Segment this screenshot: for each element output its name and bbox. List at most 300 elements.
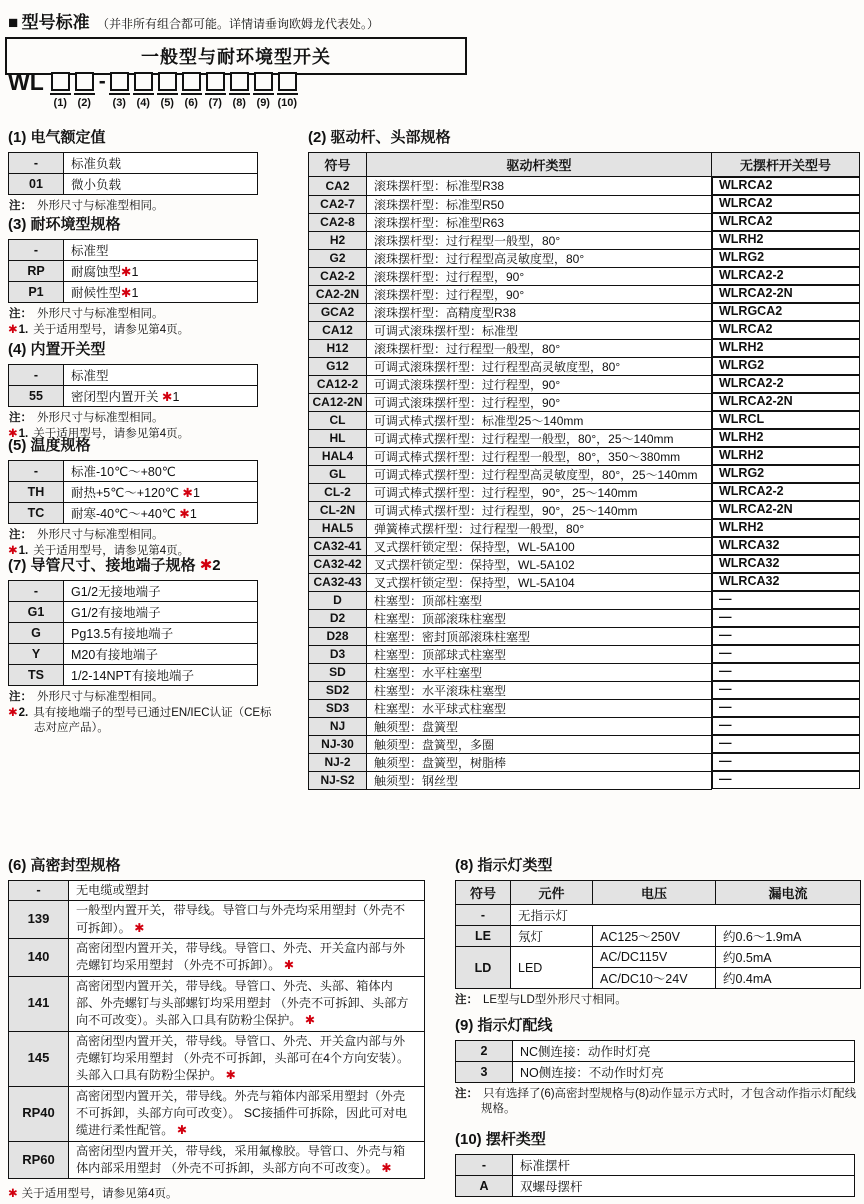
table-row — [9, 1086, 425, 1141]
symbol-cell: CA32-41 — [309, 537, 367, 555]
section-actuator-spec — [308, 126, 864, 790]
actuator-type-cell: 滚珠摆杆型：标准型R38 — [367, 177, 712, 196]
value-cell: 无电缆或塑封 — [69, 881, 425, 901]
high-sealing-table — [8, 880, 425, 1179]
model-number-legend — [8, 69, 301, 109]
actuator-type-cell: 可调式滚珠摆杆型：过行程型，90° — [367, 375, 712, 393]
value-cell: Pg13.5有接地端子 — [64, 623, 258, 644]
indicator-wiring-table — [455, 1040, 855, 1083]
table-row — [309, 375, 860, 393]
section-indicator-wiring — [455, 1014, 863, 1117]
switch-model-cell: — — [712, 627, 860, 645]
digit-label: (6) — [184, 97, 198, 109]
symbol-cell: RP60 — [9, 1141, 69, 1179]
symbol-cell: 2 — [456, 1041, 513, 1062]
model-digit — [50, 72, 71, 109]
value-cell: 标准-10℃～+80℃ — [64, 461, 258, 482]
actuator-type-cell: 滚珠摆杆型：标准型R50 — [367, 195, 712, 213]
switch-model-cell: — — [712, 717, 860, 735]
symbol-cell: CA12-2 — [309, 375, 367, 393]
switch-model-cell: — — [712, 771, 860, 789]
table-row — [309, 303, 860, 321]
table-row — [9, 938, 425, 976]
model-digit — [157, 72, 178, 109]
table-row — [456, 1155, 855, 1176]
table-row — [9, 1031, 425, 1086]
switch-model-cell: WLRCA32 — [712, 573, 860, 591]
digit-box-icon — [230, 72, 249, 91]
symbol-cell: - — [456, 1155, 513, 1176]
table-row — [309, 609, 860, 627]
symbol-cell: - — [9, 881, 69, 901]
digit-underline — [181, 93, 202, 95]
section-title: (1) 电气额定值 — [8, 129, 106, 146]
switch-model-cell: WLRCA2 — [712, 177, 860, 195]
symbol-cell: G12 — [309, 357, 367, 375]
symbol-cell: NJ-2 — [309, 753, 367, 771]
table-row — [309, 231, 860, 249]
value-cell: 高密闭型内置开关，带导线。导管口、外壳、开关盒内部与外壳螺钉均采用塑封 （外壳不可拆卸）。 ✱ — [69, 938, 425, 976]
voltage-cell: AC/DC10～24V — [593, 968, 716, 989]
symbol-cell: CA2-7 — [309, 195, 367, 213]
note: 注： 只有选择了(6)高密封型规格与(8)动作显示方式时，才包含动作指示灯配线规格。 — [455, 1088, 857, 1115]
switch-model-cell: — — [712, 591, 860, 609]
symbol-cell: NJ — [309, 717, 367, 735]
page-title-note: （并非所有组合都可能。详情请垂询欧姆龙代表处。） — [96, 17, 379, 31]
actuator-type-cell: 滚珠摆杆型：过行程型一般型，80° — [367, 231, 712, 249]
square-bullet-icon: ■ — [8, 13, 19, 32]
digit-box-icon — [110, 72, 129, 91]
environment-spec-table — [8, 239, 258, 303]
symbol-cell: P1 — [9, 282, 64, 303]
table-row — [456, 905, 861, 926]
table-row — [9, 1141, 425, 1179]
table-row — [309, 483, 860, 501]
section-title: (5) 温度规格 — [8, 437, 91, 454]
symbol-cell: CA32-42 — [309, 555, 367, 573]
symbol-cell: 139 — [9, 901, 69, 939]
digit-underline — [74, 93, 95, 95]
actuator-spec-table — [308, 152, 860, 790]
table-row — [309, 267, 860, 285]
section-built-in-switch — [8, 338, 298, 442]
actuator-type-cell: 滚珠摆杆型：高精度型R38 — [367, 303, 712, 321]
table-row — [456, 1176, 855, 1197]
value-cell: 耐腐蚀型✱1 — [64, 261, 258, 282]
table-row — [9, 881, 425, 901]
table-row — [309, 447, 860, 465]
value-cell: G1/2有接地端子 — [64, 602, 258, 623]
table-row — [309, 465, 860, 483]
value-cell: 标准摆杆 — [513, 1155, 855, 1176]
symbol-cell: G2 — [309, 249, 367, 267]
table-row — [309, 555, 860, 573]
digit-label: (10) — [277, 97, 298, 109]
switch-model-cell: WLRG2 — [712, 357, 860, 375]
switch-model-cell: — — [712, 645, 860, 663]
actuator-type-cell: 弹簧棒式摆杆型：过行程型一般型，80° — [367, 519, 712, 537]
symbol-cell: - — [9, 461, 64, 482]
section-title: (4) 内置开关型 — [8, 341, 106, 358]
table-row — [309, 591, 860, 609]
symbol-cell: CL-2N — [309, 501, 367, 519]
table-row — [9, 623, 258, 644]
column-header: 元件 — [511, 881, 593, 905]
actuator-type-cell: 可调式棒式摆杆型：过行程型一般型，80°，350～380mm — [367, 447, 712, 465]
symbol-cell: 140 — [9, 938, 69, 976]
symbol-cell: TH — [9, 482, 64, 503]
symbol-cell: - — [9, 365, 64, 386]
leakage-cell: 约0.4mA — [716, 968, 861, 989]
value-cell: 耐候性型✱1 — [64, 282, 258, 303]
page-header — [8, 8, 379, 33]
section-title: (9) 指示灯配线 — [455, 1017, 553, 1034]
section-environment-spec — [8, 213, 298, 338]
symbol-cell: 141 — [9, 976, 69, 1031]
symbol-cell: SD3 — [309, 699, 367, 717]
symbol-cell: CA2-2 — [309, 267, 367, 285]
electrical-rating-table — [8, 152, 258, 195]
symbol-cell: G — [9, 623, 64, 644]
footnote: ✱ 关于适用型号，请参见第4页。 — [8, 1188, 178, 1201]
digit-box-icon — [278, 72, 297, 91]
actuator-type-cell: 可调式棒式摆杆型：过行程型一般型，80°，25～140mm — [367, 429, 712, 447]
table-row — [9, 461, 258, 482]
value-cell: M20有接地端子 — [64, 644, 258, 665]
value-cell: G1/2无接地端子 — [64, 581, 258, 602]
switch-model-cell: WLRCA32 — [712, 555, 860, 573]
actuator-type-cell: 滚珠摆杆型：过行程型，90° — [367, 267, 712, 285]
value-cell: 1/2-14NPT有接地端子 — [64, 665, 258, 686]
switch-model-cell: WLRCA2 — [712, 321, 860, 339]
symbol-cell: D3 — [309, 645, 367, 663]
note: ✱1. 关于适用型号，请参见第4页。 — [8, 544, 190, 557]
table-row — [309, 717, 860, 735]
value-cell: 无指示灯 — [511, 905, 861, 926]
actuator-type-cell: 柱塞型：密封顶部滚珠柱塞型 — [367, 627, 712, 645]
symbol-cell: GCA2 — [309, 303, 367, 321]
symbol-cell: 3 — [456, 1062, 513, 1083]
digit-label: (2) — [77, 97, 91, 109]
digit-label: (7) — [208, 97, 222, 109]
switch-model-cell: WLRCA2-2 — [712, 483, 860, 501]
actuator-type-cell: 触须型：盘簧型，树脂棒 — [367, 753, 712, 771]
model-digit — [181, 72, 202, 109]
symbol-cell: CA2-8 — [309, 213, 367, 231]
column-header: 无摆杆开关型号 — [712, 153, 860, 177]
symbol-cell: 01 — [9, 174, 64, 195]
symbol-cell: HAL4 — [309, 447, 367, 465]
switch-model-cell: WLRCA2-2 — [712, 267, 860, 285]
note: 注： 外形尺寸与标准型相同。 — [9, 529, 164, 541]
table-row — [309, 177, 860, 196]
symbol-cell: 55 — [9, 386, 64, 407]
actuator-type-cell: 柱塞型：顶部滚珠柱塞型 — [367, 609, 712, 627]
value-cell: 一般型内置开关，带导线。导管口与外壳均采用塑封（外壳不可拆卸）。 ✱ — [69, 901, 425, 939]
symbol-cell: D — [309, 591, 367, 609]
digit-underline — [229, 93, 250, 95]
table-row — [9, 901, 425, 939]
table-row — [309, 753, 860, 771]
section-title: (2) 驱动杆、头部规格 — [308, 129, 451, 146]
symbol-cell: NJ-30 — [309, 735, 367, 753]
actuator-type-cell: 叉式摆杆锁定型：保持型，WL-5A100 — [367, 537, 712, 555]
table-row — [456, 1041, 855, 1062]
table-row — [9, 665, 258, 686]
table-row — [9, 644, 258, 665]
column-header: 符号 — [456, 881, 511, 905]
table-row — [309, 195, 860, 213]
symbol-cell: D28 — [309, 627, 367, 645]
actuator-type-cell: 可调式滚珠摆杆型：过行程型，90° — [367, 393, 712, 411]
digit-label: (5) — [160, 97, 174, 109]
switch-model-cell: — — [712, 753, 860, 771]
symbol-cell: RP — [9, 261, 64, 282]
section-conduit-ground — [8, 554, 298, 736]
digit-label: (4) — [136, 97, 150, 109]
table-row — [309, 537, 860, 555]
symbol-cell: CA12 — [309, 321, 367, 339]
table-row — [309, 681, 860, 699]
element-cell: 氖灯 — [511, 926, 593, 947]
section-title: (8) 指示灯类型 — [455, 857, 553, 874]
symbol-cell: A — [456, 1176, 513, 1197]
symbol-cell: - — [456, 905, 511, 926]
value-cell: 标准型 — [64, 240, 258, 261]
switch-model-cell: WLRCA2 — [712, 213, 860, 231]
table-row — [309, 411, 860, 429]
table-row — [309, 393, 860, 411]
symbol-cell: - — [9, 153, 64, 174]
section-title: (3) 耐环境型规格 — [8, 216, 121, 233]
table-row — [9, 365, 258, 386]
symbol-cell: CA32-43 — [309, 573, 367, 591]
symbol-cell: G1 — [9, 602, 64, 623]
lever-type-table — [455, 1154, 855, 1197]
indicator-type-table — [455, 880, 861, 989]
symbol-cell: D2 — [309, 609, 367, 627]
table-row — [9, 976, 425, 1031]
actuator-type-cell: 叉式摆杆锁定型：保持型，WL-5A104 — [367, 573, 712, 591]
digit-box-icon — [134, 72, 153, 91]
table-row — [9, 503, 258, 524]
symbol-cell: - — [9, 240, 64, 261]
section-high-sealing-spec — [8, 854, 428, 1201]
value-cell: 双螺母摆杆 — [513, 1176, 855, 1197]
digit-box-icon — [182, 72, 201, 91]
model-digit — [74, 72, 95, 109]
table-row — [9, 261, 258, 282]
value-cell: 密闭型内置开关 ✱1 — [64, 386, 258, 407]
model-digit — [133, 72, 154, 109]
table-row — [309, 663, 860, 681]
page-title: 型号标准 — [21, 13, 90, 32]
section-title: (6) 高密封型规格 — [8, 857, 121, 874]
model-hyphen: - — [98, 70, 106, 93]
actuator-type-cell: 滚珠摆杆型：标准型R63 — [367, 213, 712, 231]
actuator-type-cell: 柱塞型：水平球式柱塞型 — [367, 699, 712, 717]
note: 注： 外形尺寸与标准型相同。 — [9, 200, 164, 212]
banner-title: 一般型与耐环境型开关 — [5, 37, 467, 75]
table-row — [9, 240, 258, 261]
symbol-cell: - — [9, 581, 64, 602]
actuator-type-cell: 可调式滚珠摆杆型：过行程型高灵敏度型，80° — [367, 357, 712, 375]
actuator-type-cell: 触须型：盘簧型 — [367, 717, 712, 735]
table-row — [309, 771, 860, 789]
symbol-cell: LD — [456, 947, 511, 989]
value-cell: 高密闭型内置开关，带导线，采用氟橡胶。导管口、外壳与箱体内部采用塑封 （外壳不可拆卸，头部方向不可改变）。 ✱ — [69, 1141, 425, 1179]
column-header: 驱动杆类型 — [367, 153, 712, 177]
digit-underline — [109, 93, 130, 95]
switch-model-cell: — — [712, 699, 860, 717]
table-row — [309, 645, 860, 663]
digit-box-icon — [254, 72, 273, 91]
model-digit — [277, 72, 298, 109]
switch-model-cell: WLRCA2-2N — [712, 285, 860, 303]
table-row — [309, 285, 860, 303]
table-header-row — [456, 881, 861, 905]
symbol-cell: Y — [9, 644, 64, 665]
value-cell: NC侧连接：动作时灯亮 — [513, 1041, 855, 1062]
value-cell: 高密闭型内置开关，带导线。导管口、外壳、开关盒内部与外壳螺钉均采用塑封 （外壳不可拆卸，头部可在4个方向安装）。头部入口具有防粉尘保护。 ✱ — [69, 1031, 425, 1086]
actuator-type-cell: 柱塞型：水平柱塞型 — [367, 663, 712, 681]
switch-model-cell: WLRGCA2 — [712, 303, 860, 321]
table-header-row — [309, 153, 860, 177]
column-header: 漏电流 — [716, 881, 861, 905]
symbol-cell: H12 — [309, 339, 367, 357]
table-row — [309, 357, 860, 375]
switch-model-cell: WLRCA2-2N — [712, 501, 860, 519]
table-row — [9, 482, 258, 503]
symbol-cell: HL — [309, 429, 367, 447]
digit-underline — [50, 93, 71, 95]
note: 注： 外形尺寸与标准型相同。 — [9, 308, 164, 320]
actuator-type-cell: 叉式摆杆锁定型：保持型，WL-5A102 — [367, 555, 712, 573]
actuator-type-cell: 可调式棒式摆杆型：过行程型，90°，25～140mm — [367, 483, 712, 501]
table-row — [9, 153, 258, 174]
table-row — [309, 501, 860, 519]
digit-box-icon — [206, 72, 225, 91]
table-row — [309, 627, 860, 645]
table-row — [309, 249, 860, 267]
switch-model-cell: WLRCA32 — [712, 537, 860, 555]
digit-label: (9) — [256, 97, 270, 109]
actuator-type-cell: 触须型：钢丝型 — [367, 771, 712, 789]
actuator-type-cell: 触须型：盘簧型，多圈 — [367, 735, 712, 753]
table-row — [456, 926, 861, 947]
actuator-type-cell: 可调式棒式摆杆型：标准型25～140mm — [367, 411, 712, 429]
value-cell: 微小负载 — [64, 174, 258, 195]
symbol-cell: SD2 — [309, 681, 367, 699]
switch-model-cell: WLRH2 — [712, 339, 860, 357]
digit-underline — [133, 93, 154, 95]
table-row — [309, 519, 860, 537]
switch-model-cell: WLRH2 — [712, 429, 860, 447]
value-cell: 耐热+5℃～+120℃ ✱1 — [64, 482, 258, 503]
section-lever-type — [455, 1128, 863, 1197]
symbol-cell: TC — [9, 503, 64, 524]
built-in-switch-table — [8, 364, 258, 407]
switch-model-cell: WLRCA2-2N — [712, 393, 860, 411]
section-temperature-spec — [8, 434, 298, 559]
leakage-cell: 约0.5mA — [716, 947, 861, 968]
actuator-type-cell: 柱塞型：顶部柱塞型 — [367, 591, 712, 609]
actuator-type-cell: 滚珠摆杆型：过行程型，90° — [367, 285, 712, 303]
table-row — [456, 1062, 855, 1083]
digit-underline — [205, 93, 226, 95]
model-digit-group-right — [109, 72, 301, 109]
model-prefix: WL — [8, 69, 44, 95]
table-row — [309, 339, 860, 357]
digit-underline — [157, 93, 178, 95]
value-cell: 标准型 — [64, 365, 258, 386]
symbol-cell: CA12-2N — [309, 393, 367, 411]
table-row — [309, 735, 860, 753]
section-indicator-type — [455, 854, 863, 1008]
note: ✱2. 具有接地端子的型号已通过EN/IEC认证（CE标志对应产品）。 — [8, 706, 272, 734]
symbol-cell: GL — [309, 465, 367, 483]
model-digit — [253, 72, 274, 109]
symbol-cell: TS — [9, 665, 64, 686]
switch-model-cell: — — [712, 663, 860, 681]
conduit-ground-table — [8, 580, 258, 686]
switch-model-cell: WLRG2 — [712, 465, 860, 483]
table-row — [309, 699, 860, 717]
leakage-cell: 约0.6～1.9mA — [716, 926, 861, 947]
symbol-cell: CA2 — [309, 177, 367, 196]
symbol-cell: CA2-2N — [309, 285, 367, 303]
section-title: (10) 摆杆类型 — [455, 1131, 546, 1148]
value-cell: 耐寒-40℃～+40℃ ✱1 — [64, 503, 258, 524]
digit-box-icon — [51, 72, 70, 91]
value-cell: NO侧连接：不动作时灯亮 — [513, 1062, 855, 1083]
model-digit — [229, 72, 250, 109]
actuator-type-cell: 滚珠摆杆型：过行程型一般型，80° — [367, 339, 712, 357]
switch-model-cell: WLRCA2 — [712, 195, 860, 213]
actuator-type-cell: 可调式棒式摆杆型：过行程型高灵敏度型，80°，25～140mm — [367, 465, 712, 483]
digit-box-icon — [158, 72, 177, 91]
voltage-cell: AC/DC115V — [593, 947, 716, 968]
note: 注： LE型与LD型外形尺寸相同。 — [455, 994, 627, 1006]
switch-model-cell: WLRH2 — [712, 231, 860, 249]
actuator-type-cell: 可调式棒式摆杆型：过行程型，90°，25～140mm — [367, 501, 712, 519]
switch-model-cell: WLRH2 — [712, 519, 860, 537]
switch-model-cell: WLRCL — [712, 411, 860, 429]
digit-label: (8) — [232, 97, 246, 109]
column-header: 电压 — [593, 881, 716, 905]
symbol-cell: NJ-S2 — [309, 771, 367, 789]
section-electrical-rating — [8, 126, 298, 214]
digit-underline — [277, 93, 298, 95]
digit-box-icon — [75, 72, 94, 91]
actuator-type-cell: 柱塞型：水平滚珠柱塞型 — [367, 681, 712, 699]
symbol-cell: HAL5 — [309, 519, 367, 537]
table-row — [9, 174, 258, 195]
digit-label: (1) — [53, 97, 67, 109]
symbol-cell: SD — [309, 663, 367, 681]
note: 注： 外形尺寸与标准型相同。 — [9, 412, 164, 424]
table-row — [309, 213, 860, 231]
element-cell: LED — [511, 947, 593, 989]
model-digit — [205, 72, 226, 109]
actuator-type-cell: 柱塞型：顶部球式柱塞型 — [367, 645, 712, 663]
symbol-cell: CL — [309, 411, 367, 429]
digit-underline — [253, 93, 274, 95]
actuator-type-cell: 可调式滚珠摆杆型：标准型 — [367, 321, 712, 339]
table-row — [9, 602, 258, 623]
symbol-cell: H2 — [309, 231, 367, 249]
section-title: (7) 导管尺寸、接地端子规格 ✱2 — [8, 557, 221, 574]
